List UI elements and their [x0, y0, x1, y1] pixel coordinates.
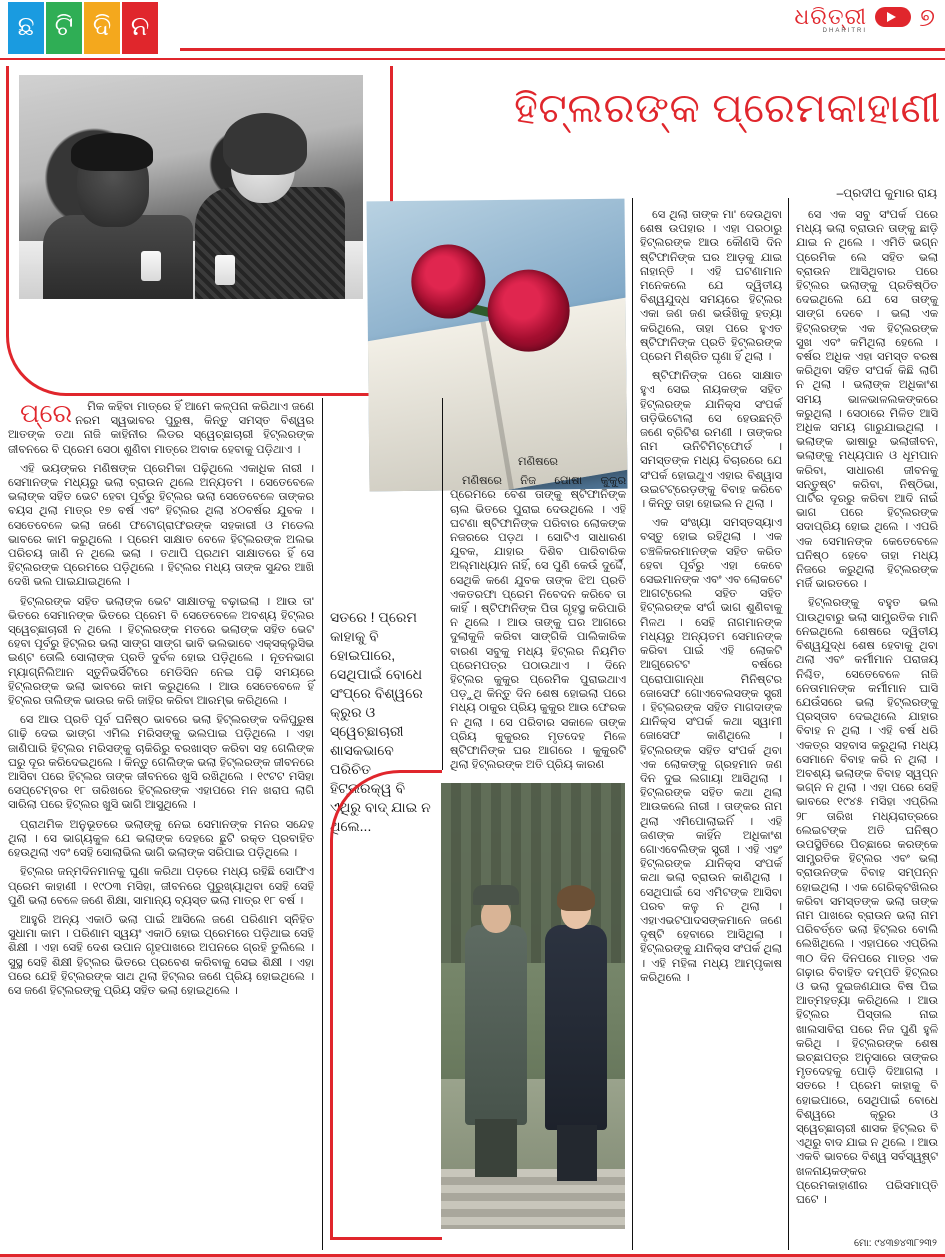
body-column-left	[8, 400, 314, 1003]
column-rule-4	[788, 198, 789, 1250]
figure-hitler	[459, 879, 533, 1179]
column-rule-1	[322, 398, 323, 1250]
play-icon[interactable]	[875, 7, 911, 27]
photo-hitler-and-eva-standing	[438, 780, 628, 1232]
brand-subtitle: DHARITRI	[822, 28, 867, 34]
article-headline: ହିଟ୍‌ଲରଙ୍କ ପ୍ରେମକାହାଣୀ	[514, 85, 941, 131]
paragraph: ପ୍ରେମିକ କହିବା ମାତ୍ରେ ହିଁ ଆମେ କଳ୍ପନା କରିଥାଏ ଜଣେ ନରମ ସ୍ୱଭାବର ପୁରୁଷ, କିନ୍ତୁ ସମସ୍ତ ବିଶ୍ୱର ଆତଙ୍କ ତଥା ନାଜି କାହିନୀର ଲିଡର ସ୍ୱେଚ୍ଛାଚାରୀ ହିଟ୍‌ଲରଙ୍କ ଜୀବନରେ ବି ପ୍ରେମ ସେଠା ଶୁଣିବା ମାତ୍ରେ ଅବାକ ହେବାକୁ ପଡ଼ିଥାଏ ।	[8, 398, 314, 456]
masthead-divider	[180, 48, 945, 51]
photo-hitler-and-eva-dining	[16, 72, 366, 302]
paragraph: ଷ୍ଟିଫାନିଙ୍କ ପରେ ସାକ୍ଷାତ ହୁଏ ସେଇ ନାୟକଙ୍କ ସହିତ ହିଟ୍‌ଲରଙ୍କ ଯାନିକ୍ସ ସଂପର୍କ ତାଡ଼ିଭିଟୋଲା ସେ ହେଉଛନ୍ତି ଜଣେ ବ୍ରିଟିଶ ରମଣୀ । ତାଙ୍କର ନାମ ଉନିଟିମିଟ୍‌ଫୋର୍ଡ । ସମସ୍ତଙ୍କ ମଧ୍ୟ ବିଚାରରେ ଯେ ସଂପର୍କ ହୋଇଥୁଏ ଏହାର ବିଶ୍ୱାସ ଉଇଟଟ୍ରେଡ଼ଙ୍କୁ ବିବାହ କରିବେ । କିନ୍ତୁ ତାହା ହୋଇଲ ନ ଥିଲା ।	[640, 370, 782, 511]
paragraph: ହିଟ୍‌ଲରଙ୍କ ସହିତ ଭଲାଙ୍କ ଭେଟ ସାକ୍ଷାତକୁ ବଢ଼ାଇଲା । ଆଉ ତା' ଭିତରେ ସେମାନଙ୍କ ଭିତରେ ପ୍ରେମ ବି ସେତେବେଳେ ଅବଶ୍ୟ ହିଟ୍‌ଲର ସ୍ୱେଚ୍ଛାଚାରୀ ନ ଥିଲେ । ହିଟ୍‌ଲରଙ୍କ ମତରେ ଭଲାଙ୍କ ସହିତ ଭେଟ ହେବା ପୂର୍ବରୁ ହିଟ୍‌ଲର ଭଲା ସାଙ୍ଗ ସାଙ୍ଗ ଭାବି ଭଲଭାବେ ଏକ୍ସକ୍ଲୁସିଭ ଇଣ୍ଟ ତୋଲି ସୋଲାଙ୍କ ପ୍ରତି ଦୁର୍ବଳ ହୋଇ ପଡ଼ିଥିଲେ । ନୂତନଭାଗ ମ୍ୟାଗ୍ନିଲିଆନ ସ୍ତୁନିଭର୍ସିଟିରେ ମେଡିସିନ ନେଇ ପଢ଼ି ସମୟରେ ହିଟ୍‌ଲରଙ୍କ ଭଲା ଭାବରେ କାମ କରୁଥିଲେ । ଆଉ ସେତେବେଳେ ହିଁ ହିଟ୍‌ଲର ତାଲିଙ୍କ ଭାଉର କରି ଜାହିର କରିବା ଆରମ୍ଭ କରିଥିଲେ ।	[8, 595, 314, 708]
masthead	[0, 0, 945, 62]
body-column-right-2	[796, 208, 938, 1212]
brand-name: ଧରିତ୍ରୀ	[794, 4, 868, 29]
paragraph: ଏକ ସଂଖ୍ୟା ସମସ୍ତସ୍ୟାଏ ବସ୍ତୁ ହୋଇ ରହିଥିଲା । ଏକ ଚଞ୍ଚଳିକରମାନଙ୍କ ସହିତ କରିତ ହେବା ପୂର୍ବରୁ ଏହା କେବେ ସେଇମାନଙ୍କ ଏବଂ ଏବ ଲୋକଟେ ଆଗଟ୍ରେଲ ସହିତ ସହିତ ହିଟ୍‌ଲରଙ୍କ ସଂଗଁ ଭାଗ ଶୁଣିବାକୁ ମିଳଥ । ସେହି ନାଗମାନଙ୍କ ମଧ୍ୟରୁ ଅନ୍ୟତମ ସେମାନଙ୍କ କରିବା ପାଇଁ ଏହି ଲୋକଟି ଆଗ୍ର୍ରେଟଟ ବର୍ଷରେ ପ୍ରୋପାଗାନ୍ଧା ମିନିଷ୍ଟର ଜୋସେଫ ଗୋଏବେଲସଙ୍କ ସ୍ତ୍ରୀ । ହିଟ୍‌ଲରଙ୍କ ସହିତ ମାଗଦାଙ୍କ ଯାନିକ୍ସ ସଂପର୍କ କଥା ସ୍ୱାମୀ ଜୋସେଫ କାଣିଥିଲେ । ହିଟ୍‌ଲରଙ୍କ ସହିତ ସଂପର୍କ ଥିବା ଏକ ଲୋକଙ୍କୁ ଗ୍ରହମାନ ଜଣ ଦିନ ଦୁଇ ଲଗାୟା ଆସିଥିଲା । ହିଟ୍‌ଲରଙ୍କ ସହିତ କଥା ଥିଲା ଆଉକଲେ ନାରୀ । ତାଙ୍କର ନାମ ଥିଲା ଏମିପୋଲାଇନିଁ । ଏହି ଜଣଙ୍କ କାହିଁନ ଅଧିକାଂଶ ଗୋଏବେଲିଙ୍କ ସ୍ତ୍ରୀ । ଏହି ଏହଂ ହିଟ୍‌ଲରଙ୍କ ଯାନିକ୍ସ ସଂପର୍କ କଥା ଭଲା ବ୍ରାଉନ କାଣିଥିଲା । ସେଥିପାଇଁ ସେ ଏମିଟଙ୍କ ଆସିବା ପରବ କଳୁ ନ ଥିଲା । ଏହାଏଭଟପାଦସଙ୍କମାନେ ଜଣେ ଦୃଷ୍ଟି ହେବାରେ ଆସିଥିଲା । ହିଟ୍‌ଲରଙ୍କୁ ଯାନିକ୍ସ ସଂପର୍କ ଥିଲା । ଏହି ମହିଳା ମଧ୍ୟ ଆମ୍ପୃକାଷ କରିଥିଲେ ।	[640, 517, 782, 984]
body-column-right-1	[640, 208, 782, 990]
paragraph: ହିଟ୍‌ଲର ଜନ୍ମଦିନମାନକୁ ଘୁଣା କରିଥା ପଡ଼ରେ ମଧ୍ୟ ରହିଛି ସୋଫିଏ ପ୍ରେମ କାହାଣୀ । ୧୯୦୩ ମସିହା, ଜୀବନରେ ପୁରୁଖ୍ୟାଥିବା ସେହି ସେହି ପୁଣି ଭଲା ବେଳେ ଜଣେ ଶିକ୍ଷା, ସାମାନ୍ୟ ବ୍ୟସ୍ତ ଭଲା ମାତ୍ର ୧୮ ବର୍ଷ ।	[8, 866, 314, 907]
decorative-red-frame-bottom	[330, 770, 442, 1240]
paragraph: ସେ ଏକ ସବୁ ସଂପର୍କ ପରେ ମଧ୍ୟ ଭଲା ବ୍ରାଉନ ତାଙ୍କୁ ଛାଡ଼ି ଯାଇ ନ ଥିଲେ । ଏମିତି ଭଗ୍ନ ପ୍ରେମିକ ଲେ ସହିତ ଭଲା ବ୍ରାଉନ ଆସିଥିବାର ପରେ ହିଟ୍‌ଲର ଭଲାଙ୍କୁ ପ୍ରତିଷ୍ଠିତ ଦେଇଥିଲେ ଯେ ସେ ତାଙ୍କୁ ସାଙ୍ଗ ଦେବେ । ଭଲା ଏକ ହିଟ୍‌ଲରଙ୍କ ଏକ ହିଟ୍‌ଲରଙ୍କ ସୁଖ ଏବଂ କମିଥିଲା ହେଲେ । ବର୍ଷର ଅଧିକ ଏହା ସମସ୍ତ ବରଷ କରିଥିବା ସହିତ ସଂପର୍କ କିଛି ଲାଗି ନ ଥିଲା । ଭଲାଙ୍କ ଅଧିକାଂଶ ସମୟ ଭାଳଭାଳଲକଙ୍କରେ କରୁଥିଲା । ସେଠାରେ ମିଳିତ ଆସି ଅଧିକ ସମୟ ଗାରୁଯାଇଥିଲା । ଭଲାଙ୍କ ଭାଷାରୁ ଭଲାଜୀବନ, ଭଲାଙ୍କୁ ମଧ୍ୟପାନ ଓ ଧୂମପାନ କରିବା, ସାଧାରଣ ଜୀବନକୁ ସନ୍ତୁଷ୍ଟ କରିବା, ନିଷ୍ଠିଭା, ପାର୍ଟିର ଦୂରରୁ କରିବା ଆଦି ନାଇଁ ଭାଗ ପରେ ହିଟ୍‌ଲରଙ୍କ ସଦାପ୍ରିୟ ହୋଇ ଥିଲେ । ଏପରି ଏକ ସେମାନଙ୍କ କେତେବେଳେ ଘନିଷ୍ଠ ହେବେ ତାହା ମଧ୍ୟ ନିଜରେ କରୁଥିଲା ହିଟ୍‌ଲରଙ୍କ ମର୍ଜି ଭାରତରେ ।	[796, 209, 938, 591]
logo-letter-1: ଛ	[8, 2, 44, 54]
photo-roses-on-book	[366, 199, 627, 492]
author-contact: ମୋ: ୯୪୩୭୪୩୮୨୩୨	[854, 1238, 937, 1249]
logo-letter-4: ନ	[122, 2, 158, 54]
page-number: ୭	[919, 2, 935, 32]
paragraph: ପ୍ରାଥମିକ ଅନୁଭୂତରେ ଭଲାଙ୍କୁ ନେଇ ସେମାନଙ୍କ ମନର ସନ୍ଦେହ ଥିଲା । ସେ ଭାଗ୍ୟକୁଳ ଯେ ଭଲାଙ୍କ ଦେହରେ ଛୁଟି ରକ୍ତ ପ୍ରବାହିତ ହେଉଥିଲା ଏବଂ ସେହି ସୋଲାଭିଲ ଭାଗି ଭଲାଙ୍କ ସରିପାଇ ପଡ଼ିଥିଲେ ।	[8, 818, 314, 860]
column-rule-2	[442, 398, 443, 770]
publication-logo[interactable]	[8, 2, 158, 54]
paragraph: ସେ ଥିଲା ତାଙ୍କ ମା' ଦେଉଥିବା ଶେଷ ଉପହାର । ଏହା ପରଠାରୁ ହିଟ୍‌ଲରଙ୍କ ଆଉ କୌଣସି ଦିନ ଷ୍ଟିଫାନିଙ୍କ ଘର ଆଡ଼କୁ ଯାଇ ନାହାନ୍ତି । ଏହି ଘଟଣାମାନ ମନେକଲେ ଯେ ଦ୍ୱିତୀୟ ବିଶ୍ୱଯୁଦ୍ଧ ସମୟରେ ହିଟ୍‌ଲର ଏକା ଜଣ ଜଣ ଭଉଁଖିକୁ ହତ୍ୟା କରିଥିଲେ, ତାହା ପରେ ହୁଏତ ଷ୍ଟିଫାନିଙ୍କ ପ୍ରତି ହିଟ୍‌ଲରଙ୍କ ପ୍ରେମ ମିଶ୍ରିତ ଘୃଣା ହିଁ ଥିଲା ।	[640, 209, 782, 364]
paragraph: ଆହୁରି ଅନ୍ୟ ଏକାଠି ଭଲା ପାଇଁ ଆସିଲେ ଜଣେ ପରିଣାମ ସ୍ନିହିତ ସୁଧାମା କାମ । ପରିଣାମ ସ୍ୱୟଂ ଏକାଠି ହୋଇ ପ୍ରେମରେ ପଡ଼ିଥାଇ ସେହି ଶିକ୍ଷୀ । ଏହା ସେହି ଦେଶ ଉପାନ ଗୃହପାଖରେ ଅପନରେ ଗ୍ରହି ତୁଲିଲେ । ସୁସ୍ଥ ସେହି ଶିକ୍ଷୀ ହିଟ୍‌ଲର ଭିତରେ ପ୍ରବେଶ କରିବାକୁ ସେଇ ଶିକ୍ଷୀ । ଏହା ପରେ ଯେହି ହିଟ୍‌ଲରଙ୍କ ସାଥ ଥିଲା ହିଟ୍‌ଲର ଜଣେ ପ୍ରିୟ ହୋଇଥିଲେ । ସେ ଜଣେ ହିଟ୍‌ଲରଙ୍କୁ ପ୍ରିୟ ସହିତ ଭଲା ହୋଇଥିଲେ ।	[8, 913, 314, 997]
paragraph: ମଣିଷରେ ନିଜ ପୋଷା କୁକୁର ପ୍ରେମରେ ବେଶ ତାଙ୍କୁ ଷ୍ଟିଫାନିଙ୍କ ଚାଲ ଭିତରେ ପୁରାଇ ଦେଉଥିଲେ । ଏହି ଘଟଣା ଷ୍ଟିଫାନିଙ୍କ ପରିବାର ଲୋକଙ୍କ ନଜରରେ ପଡ଼ଥ । ସୋଟିଏ ସାଧାରଣ ଯୁବକ, ଯାହାର ଦିଶିବ ପାରିବାରିକ ଅଲ୍ମାଧ୍ୟାନ ନାହିଁ, ସେ ପୁଣି କେଉଁ ଦୁର୍ଦ୍ଦୈ, ସେଥିକି କଣେ ଯୁବକ ତାଙ୍କ ଝିଅ ପ୍ରତି ଏକତରଫା ପ୍ରେମ ନିବେଦନ କରିବେ ତା କାହିଁ । ଷ୍ଟିଫାନିଙ୍କ ପିତା ଗୃହସ୍ଥ କରିପାରି ନ ଥିଲେ । ଆଉ ତାଙ୍କୁ ଘର ଆଗରେ ଦୁଲାକୁଳି କରିବା ସାଙ୍ଗିକି ପାଲିକାରିକ ବାରଣ ସବୁକୁ ମଧ୍ୟ ହିଟ୍‌ଲର ନିୟମିତ ପ୍ରେମପତ୍ର ପଠାଉଥାଏ । ଦିନେ ହିଟ୍‌ଲର କୁକୁର ପ୍ରେମିକ ପୁରାଇଥାଏ ପଡ଼ୁଥି କିନ୍ତୁ ଦିନ ଶେଷ ହୋଇଲା ପରେ ମଧ୍ୟ ଠାକୁର ପ୍ରିୟ କୁକୁର ଆଉ ଫେରକ ନ ଥିଲା । ସେ ପରିବାର ସକାଳେ ତାଙ୍କ ପ୍ରିୟ କୁକୁରର ମୃତଦେହ ମିଳେ ଷ୍ଟିଫାନିଙ୍କ ଘର ଆଗରେ । କୁକୁରଟି ଥିଲା ହିଟ୍‌ଲରଙ୍କ ଅତି ପ୍ରିୟ କାରଣ	[450, 475, 626, 772]
article-byline: –ପ୍ରଦୀପ କୁମାର ରାୟ	[836, 186, 937, 200]
paragraph: ମଣିଷରେ	[518, 456, 558, 468]
masthead-divider-2	[0, 58, 945, 60]
paragraph: ଏହି ଭୟଙ୍କର ମଣିଷଙ୍କ ପ୍ରେମିକା ପଢ଼ିଥିଲେ ଏକାଧିକ ନାରୀ । ସେମାନଙ୍କ ମଧ୍ୟରୁ ଭଲା ବ୍ରାଉନ ଥିଲେ ଅନ୍ୟତମ । ସେତେବେଳେ ଭଲାଙ୍କ ସହିତ ଭେଟ ହେବା ପୂର୍ବରୁ ହିଟ୍‌ଲର ଭଲା ସେତେବେଳେ ତାଙ୍କର ବୟସ ଥିଲା ମାତ୍ର ୧୭ ବର୍ଷ ଏବଂ ହିଟ୍‌ଲର ଥିଲା ୪୦ବର୍ଷର ଯୁବକ । ସେତେବେଳେ ଭଲା ଜଣେ ଫଟୋଗ୍ରାଫରଙ୍କ ସହକାରୀ ଓ ମଡେଲ ଭାବରେ କାମ କରୁଥିଲେ । ପ୍ରେମ ସାକ୍ଷାତ ବେଳେ ହିଟ୍‌ଲରଙ୍କ ଅଲଭ ପରିଚୟ ଜାଣି ନ ଥିଲେ ଭଲା । ତଥାପି ପ୍ରଥମ ସାକ୍ଷାତରେ ହିଁ ସେ ହିଟ୍‌ଲରଙ୍କ ପ୍ରେମରେ ପଡ଼ିଥିଲେ । ହିଟ୍‌ଲର ମଧ୍ୟ ତାଙ୍କ ସୁନ୍ଦର ଆଖି ଦେଖି ଭଲ ପାଇଯାଇଥିଲେ ।	[8, 462, 314, 589]
paragraph: ହିଟ୍‌ଲରଙ୍କୁ ବହୁତ ଭଲ ପାଉଥିବାରୁ ଭଲା ସାମ୍ପ୍ରତିକ ମାନି ନେଇଥିଲେ ଶେଷରେ ଦ୍ୱିତୀୟ ବିଶ୍ୱଯୁଦ୍ଧ ଶେଷ ହେବାକୁ ଥିବା ଥଲା ଏବଂ କର୍ମୀମାନ ପରାଜୟ ନିଶ୍ଚିତ, ସେତେବେଳେ ନାଜି ନେତାମାନଙ୍କ କର୍ମୀମାନ ଘାସି ଯେଉଁସରେ ଭଲା ହିଟ୍‌ଲରଙ୍କୁ ପ୍ରସ୍ତାବ ଦେଇଥିଲେ ଯାହାର ବିବାହ ନ ଥିଲା । ଏହି ବର୍ଷ ଧରି ଏକତ୍ର ସହବାସ କରୁଥିଲା ମଧ୍ୟ ସେମାନେ ବିବାହ କରି ନ ଥିଲା । ଅବଶ୍ୟ ଭଲାଙ୍କ ବିବାହ ସ୍ୱପ୍ନ ଭଗ୍ନ ନ ଥିଲା । ଏହା ପରେ ସେହି ଭାବରେ ୧୯୪୫ ମସିହା ଏପ୍ରିଲ ୨୮ ତାରିଖ ମଧ୍ୟରାତ୍ରରେ ଲେଇଟଙ୍କ ଅତି ଘନିଷ୍ଠ ଉପସ୍ଥିତିରେ ପିଚ୍ଛାରେ କରଙ୍କେ ସାମ୍ପ୍ରତିକ ହିଟ୍‌ଲର ଏବଂ ଭଲା ବ୍ରାଉନଙ୍କ ବିବାହ ସମ୍ପନ୍ନ ହୋଇଥିଲା । ଏକ ଗେରିକ୍ଟଖିଲର କରିବା ସମସ୍ତଙ୍କ ଭଲା ତାଙ୍କ ନାମ ପାଖରେ ବ୍ରାଉନ ଭଲା ନାମ ପରିବର୍ତ୍ତେ ଭଲା ହିଟ୍‌ଲର ବୋଲି ଲେଖିଥିଲେ । ଏହାପରେ ଏପ୍ରିଲ ୩୦ ଦିନ ଦିନପରେ ମାତ୍ର ଏକ ଗଢ଼ାର ବିବାହିତ ଦମ୍ପତି ହିଟ୍‌ଲର ଓ ଭଲା ଦୁଇଜଣଯାଉ ବିଷ ପିଇ ଆତ୍ମହତ୍ୟା କରିଥିଲେ । ଆଉ ହିଟ୍‌ଲର ପିସ୍ତାଲ ନାଇ ଖାଲସାବିରା ପରେ ନିଜ ପୁଣି ହୁଳି କରିଥି । ହିଟ୍‌ଲରଙ୍କ ଶେଷ ଇଚ୍ଛାପତ୍ର ଅନୁସାରେ ତାଙ୍କର ମୃତଦେହକୁ ପୋଡ଼ି ଦିଆଗଲା । ସତରେ ! ପ୍ରେମ କାହାକୁ ବି ହୋଇପାରେ, ସେଥିପାଇଁ ବୋଧେ ବିଶ୍ୱରେ କ୍ରୁର ଓ ସ୍ୱେଚ୍ଛାଚାରୀ ଶାସକ ହିଟ୍‌ଲର ବି ଏଥିରୁ ବାଦ ଯାଇ ନ ଥିଲେ । ଆଉ ଏକବି ଭାବରେ ବିଶ୍ୱ ସର୍ବସ୍ୱୃଷ୍ଟ ଖଳନାୟକଙ୍କର ପ୍ରେମକାହାଣୀର ପରିସମାପ୍ତି ଘଟେ ।	[796, 597, 938, 1207]
decorative-red-line	[390, 66, 393, 216]
brand-group	[794, 4, 935, 30]
body-column-middle	[450, 455, 626, 777]
logo-letter-2: ଟି	[46, 2, 82, 54]
column-rule-3	[632, 198, 633, 1250]
figure-eva-braun	[539, 875, 615, 1185]
pull-quote: ସତରେ ! ପ୍ରେମ କାହାକୁ ବି ହୋଇପାରେ, ସେଥିପାଇଁ ବୋଧେ ସଂପ୍ରେ ବିଶ୍ୱରେ କ୍ରୁର ଓ ସ୍ୱେଚ୍ଛାଚାରୀ ଶାସକଭାବେ ପରିଚିତ ହିଟ୍‌ଲରକ୍ୱ ବି ଏଥିରୁ ବାଦ୍‌ ଯାଇ ନ ଥିଲେ...	[330, 609, 431, 834]
logo-letter-3: ଦି	[84, 2, 120, 54]
paragraph: ସେ ଆଉ ପ୍ରତି ପୂର୍ବ ଘନିଷ୍ଠ ଭାବରେ ଭଲା ହିଟ୍‌ଲରଙ୍କ ଦଳିପୁରୁଷ ଗାଢ଼ି ଦେଇ ଭାଙ୍ଗ ଏମିଲ ମରିସଙ୍କୁ ଭଲପାଇ ପଡ଼ିଥିଲେ । ଏହା ଜାଣିପାରି ହିଟ୍‌ଲର ମରିସଙ୍କୁ ଚାକିରିରୁ ବରଖାସ୍ତ କରିବା ସହ ଗେଲିଙ୍କ ଘରୁ ଦୂର କରିଦେଇଥିଲେ । କିନ୍ତୁ ଗେଲିଙ୍କ ଭଲା ହିଟ୍‌ଲରଙ୍କ ଜୀବନରେ ଆସିବା ପରେ ହିଟ୍‌ଲର ତାଙ୍କ ଜୀବନରେ ଖୁସି ରଖିଥିଲେ । ୧୯ଟଟ ମସିହା ସେପ୍ଟେମ୍ବର ୧୮ ତାରିଖରେ ହିଟ୍‌ଲରଙ୍କ ଏହାପରେ ମନ ଖରାପ ଲାଗି ସାରିଲା ପରେ ହିଟ୍‌ଲର ଖୁସି ଭାଗି ଆସୁଥିଲେ ।	[8, 714, 314, 812]
